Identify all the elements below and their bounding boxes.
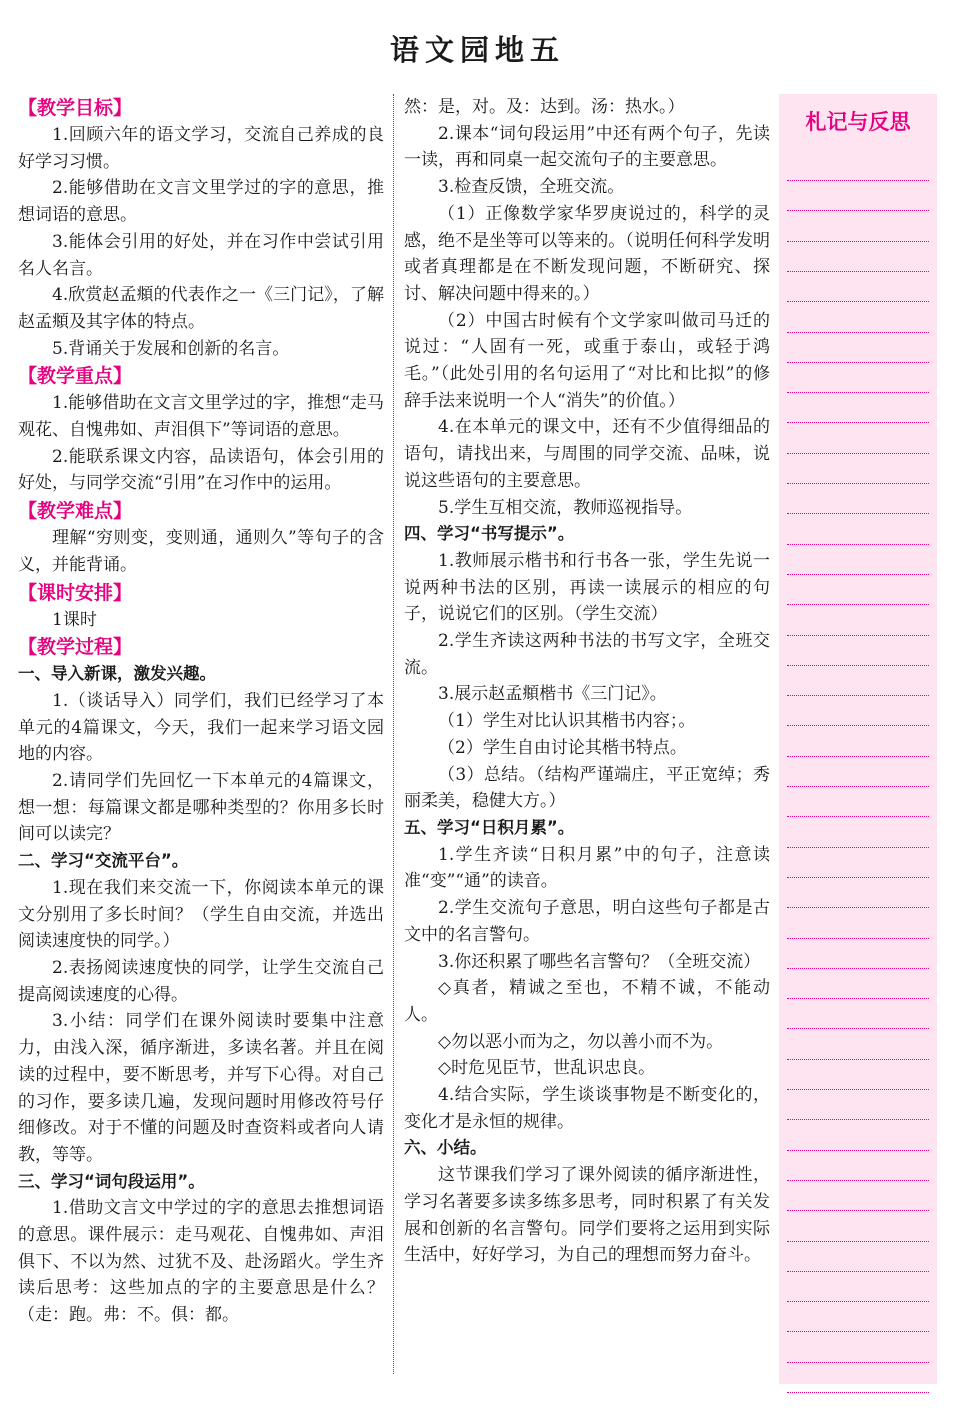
- note-line: [787, 1180, 929, 1181]
- paragraph: 2.学生齐读这两种书法的书写文字，全班交流。: [404, 631, 770, 678]
- paragraph: （2）中国古时候有个文学家叫做司马迁的说过：“人固有一死，或重于泰山，或轻于鸿毛。”（此处引用的名句运用了“对比和比拟”的修辞手法来说明一个人“消失”的价值。）: [404, 310, 770, 411]
- note-line: [787, 210, 929, 211]
- page-number: 42: [425, 1330, 506, 1398]
- note-line: [787, 392, 929, 393]
- step-heading: 二、学习“交流平台”。: [18, 851, 189, 871]
- note-line: [787, 1089, 929, 1090]
- note-line: [787, 574, 929, 575]
- left-column: [18, 94, 384, 1329]
- notes-sidebar: [779, 94, 937, 1384]
- note-line: [787, 271, 929, 272]
- paragraph: 3.能体会引用的好处，并在习作中尝试引用名人名言。: [18, 231, 384, 279]
- paragraph: ◇勿以恶小而为之，勿以善小而不为。: [438, 1031, 724, 1052]
- paragraph: （3）总结。（结构严谨端庄，平正宽绰；秀丽柔美，稳健大方。）: [404, 764, 770, 812]
- paragraph: 理解“穷则变，变则通，通则久”等句子的含义，并能背诵。: [18, 528, 384, 575]
- page-title: 语文园地五: [389, 33, 565, 67]
- section-heading: 【教学目标】: [18, 97, 133, 119]
- section-heading: 【课时安排】: [18, 581, 133, 604]
- note-line: [787, 816, 929, 817]
- paragraph: 1.回顾六年的语文学习，交流自己养成的良好学习习惯。: [18, 125, 384, 172]
- paragraph: ◇真者，精诚之至也，不精不诚，不能动人。: [404, 978, 770, 1025]
- note-line: [787, 938, 929, 939]
- paragraph: 1课时: [52, 609, 97, 630]
- section-heading: 【教学难点】: [18, 500, 133, 523]
- section-heading: 【教学重点】: [18, 365, 133, 388]
- note-line: [787, 241, 929, 242]
- section-heading: 【教学过程】: [18, 636, 133, 659]
- paragraph: 2.能够借助在文言文里学过的字的意思，推想词语的意思。: [18, 178, 384, 226]
- paragraph: 1.借助文言文中学过的字的意思去推想词语的意思。课件展示：走马观花、自愧弗如、声泪俱下、不以为然、过犹不及、赴汤蹈火。学生齐读后思考：这些加点的字的主要意思是什么？（走：跑。弗：不。俱：都。: [18, 1198, 384, 1326]
- note-line: [787, 756, 929, 757]
- note-line: [787, 1392, 929, 1393]
- note-line: [787, 332, 929, 333]
- note-line: [787, 998, 929, 999]
- paragraph: 1.学生齐读“日积月累”中的句子，注意读准“变”“通”的读音。: [404, 844, 770, 892]
- paragraph: （1）正像数学家华罗庚说过的，科学的灵感，绝不是坐等可以等来的。（说明任何科学发明或者真理都是在不断发现问题，不断研究、探讨、解决问题中得来的。）: [404, 203, 770, 304]
- paragraph: （1）学生对比认识其楷书内容；。: [438, 711, 696, 732]
- step-heading: 三、学习“词句段运用”。: [18, 1171, 205, 1191]
- note-line: [787, 968, 929, 969]
- step-heading: 四、学习“书写提示”。: [404, 524, 575, 544]
- paragraph: 3.小结：同学们在课外阅读时要集中注意力，由浅入深，循序渐进，多读名著。并且在阅读的过程中，要不断思考，并写下心得。对自己的习作，要多读几遍，发现问题时用修改符号仔细修改。对于不懂的问题及时查资料或者向人请教，等等。: [18, 1011, 384, 1165]
- note-line: [787, 725, 929, 726]
- paragraph: （2）学生自由讨论其楷书特点。: [438, 737, 687, 758]
- paragraph: 1.（谈话导入）同学们，我们已经学习了本单元的4篇课文，今天，我们一起来学习语文园地的内容。: [18, 690, 384, 765]
- note-line: [787, 665, 929, 666]
- note-line: [787, 422, 929, 423]
- note-line: [787, 180, 929, 181]
- note-line: [787, 907, 929, 908]
- paragraph: ◇时危见臣节，世乱识忠良。: [438, 1058, 656, 1079]
- paragraph: 这节课我们学习了课外阅读的循序渐进性，学习名著要多读多练多思考，同时积累了有关发展和创新的名言警句。同学们要将之运用到实际生活中，好好学习，为自己的理想而努力奋斗。: [404, 1165, 770, 1266]
- paragraph: 4.结合实际，学生谈谈事物是不断变化的，变化才是永恒的规律。: [404, 1085, 770, 1132]
- note-line: [787, 1301, 929, 1302]
- paragraph: 2.能联系课文内容，品读语句，体会引用的好处，与同学交流“引用”在习作中的运用。: [18, 446, 384, 494]
- note-line: [787, 1241, 929, 1242]
- paragraph: 2.请同学们先回忆一下本单元的4篇课文，想一想：每篇课文都是哪种类型的？你用多长时间可以读完？: [18, 771, 384, 845]
- paragraph: 2.课本“词句段运用”中还有两个句子，先读一读，再和同桌一起交流句子的主要意思。: [404, 123, 770, 171]
- paragraph: 3.检查反馈，全班交流。: [438, 177, 625, 198]
- note-line: [787, 1271, 929, 1272]
- paragraph: 3.你还积累了哪些名言警句？（全班交流）: [438, 951, 761, 972]
- paragraph: 1.现在我们来交流一下，你阅读本单元的课文分别用了多长时间？（学生自由交流，并选出阅读速度快的同学。）: [18, 877, 384, 952]
- paragraph: 2.学生交流句子意思，明白这些句子都是古文中的名言警句。: [404, 898, 770, 945]
- note-line: [787, 483, 929, 484]
- step-heading: 六、小结。: [404, 1138, 487, 1158]
- paragraph: 5.学生互相交流，教师巡视指导。: [438, 497, 693, 518]
- step-heading: 五、学习“日积月累”。: [404, 817, 575, 837]
- paragraph: 3.展示赵孟頫楷书《三门记》。: [438, 684, 667, 705]
- note-line: [787, 544, 929, 545]
- note-line: [787, 1119, 929, 1120]
- note-line: [787, 362, 929, 363]
- note-line: [787, 513, 929, 514]
- note-line: [787, 1362, 929, 1363]
- note-line: [787, 1059, 929, 1060]
- sidebar-title: 札记与反思: [805, 110, 911, 134]
- paragraph: 然：是，对。及：达到。汤：热水。）: [404, 97, 685, 117]
- note-line: [787, 301, 929, 302]
- note-line: [787, 877, 929, 878]
- note-line: [787, 695, 929, 696]
- paragraph: 4.在本单元的课文中，还有不少值得细品的语句，请找出来，与周围的同学交流、品味，说说这些语句的主要意思。: [404, 417, 770, 491]
- middle-column: [404, 94, 770, 1269]
- note-line: [787, 604, 929, 605]
- note-line: [787, 635, 929, 636]
- paragraph: 1.能够借助在文言文里学过的字，推想“走马观花、自愧弗如、声泪俱下”等词语的意思。: [18, 393, 384, 441]
- paragraph: 1.教师展示楷书和行书各一张，学生先说一说两种书法的区别，再读一读展示的相应的句子，说说它们的区别。（学生交流）: [404, 550, 770, 625]
- note-line: [787, 847, 929, 848]
- note-line: [787, 1210, 929, 1211]
- note-line: [787, 1028, 929, 1029]
- paragraph: 2.表扬阅读速度快的同学，让学生交流自己提高阅读速度的心得。: [18, 957, 384, 1005]
- step-heading: 一、导入新课，激发兴趣。: [18, 664, 216, 684]
- paragraph: 4.欣赏赵孟頫的代表作之一《三门记》，了解赵孟頫及其字体的特点。: [18, 285, 384, 332]
- note-line: [787, 453, 929, 454]
- note-line: [787, 1150, 929, 1151]
- column-divider: [393, 94, 394, 1374]
- note-line: [787, 1331, 929, 1332]
- note-line: [787, 786, 929, 787]
- paragraph: 5.背诵关于发展和创新的名言。: [52, 338, 290, 359]
